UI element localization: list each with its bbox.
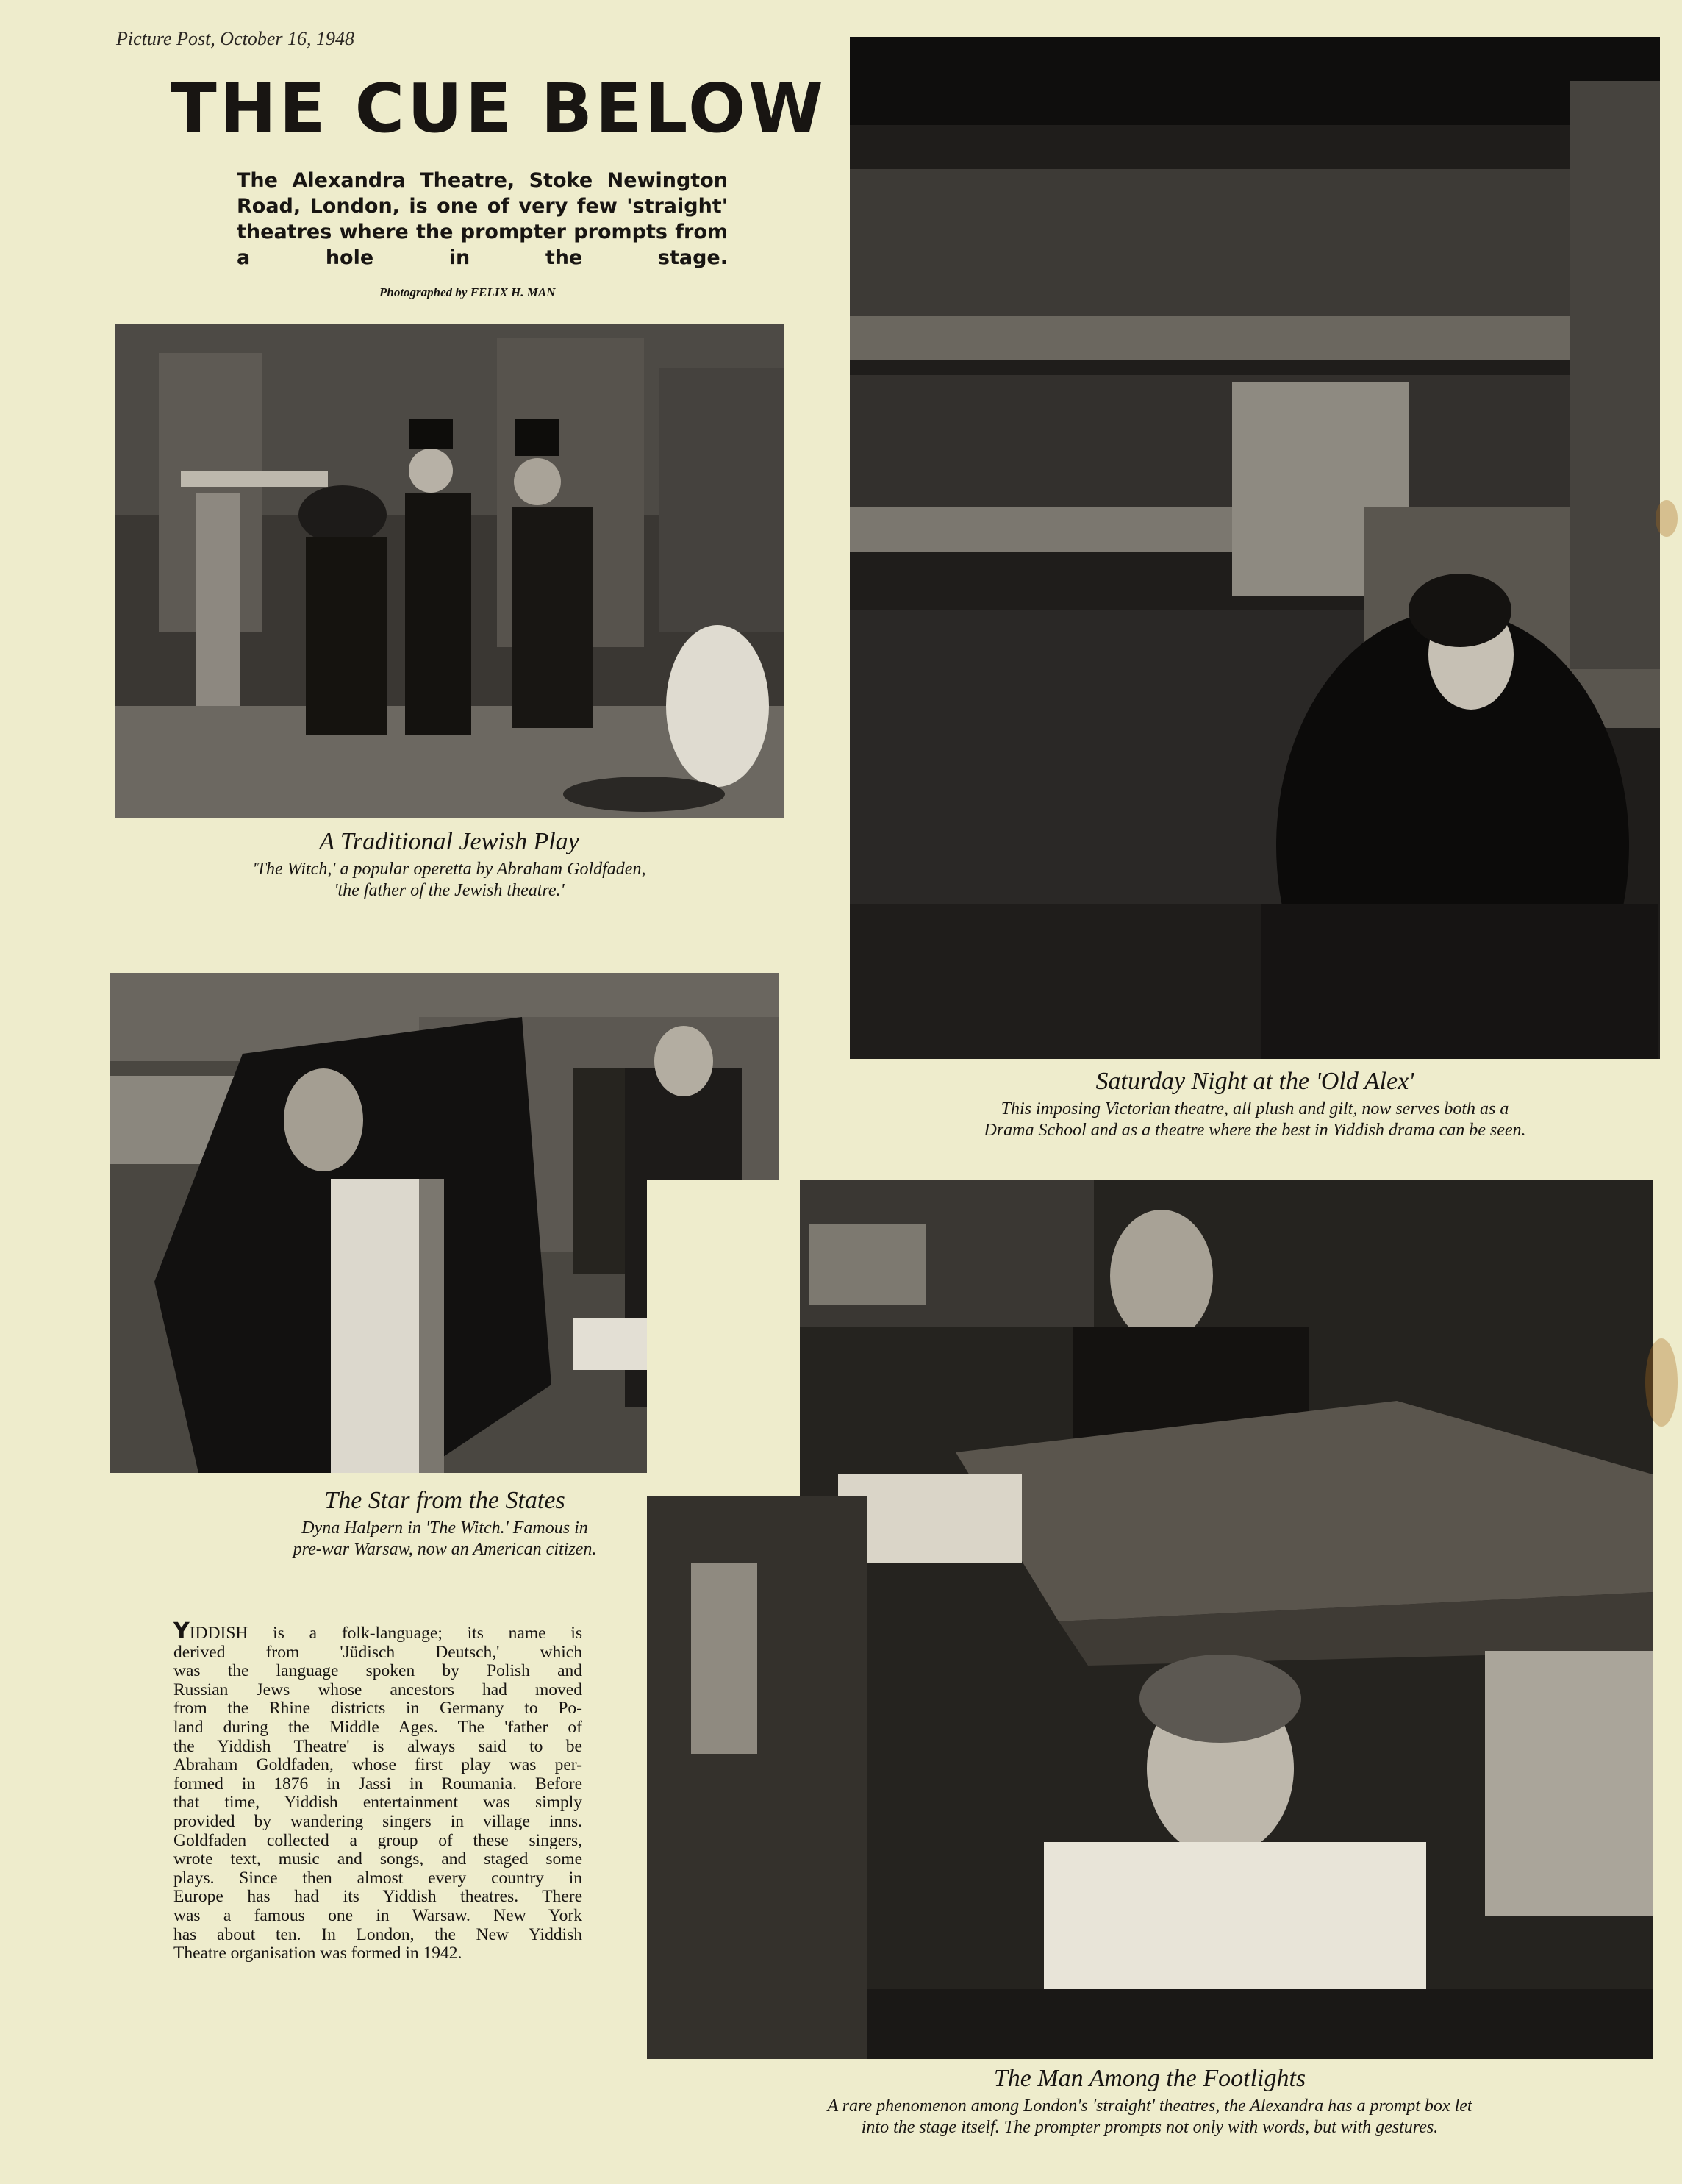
- photo-traditional-play: [115, 324, 784, 818]
- paper-stain: [1645, 1338, 1678, 1427]
- caption-line: Dyna Halpern in 'The Witch.' Famous in: [301, 1519, 588, 1538]
- article-line: derived from 'Jüdisch Deutsch,' which: [173, 1642, 582, 1662]
- caption-title-traditional-play: A Traditional Jewish Play: [319, 828, 579, 855]
- article-line: land during the Middle Ages. The 'father of: [173, 1717, 582, 1737]
- article-line: provided by wandering singers in village inns.: [173, 1811, 582, 1831]
- drop-cap: Y: [173, 1619, 190, 1644]
- caption-title-prompt-box: The Man Among the Footlights: [993, 2065, 1306, 2092]
- caption-line: Drama School and as a theatre where the best in Yiddish drama can be seen.: [984, 1121, 1526, 1140]
- caption-old-alex: [850, 1099, 1660, 1141]
- article-line: Abraham Goldfaden, whose first play was per-: [173, 1755, 582, 1775]
- article-line: has about ten. In London, the New Yiddish: [173, 1924, 582, 1944]
- headline: THE CUE BELOW: [171, 69, 826, 148]
- caption-traditional-play: [115, 859, 784, 902]
- article-line: formed in 1876 in Jassi in Roumania. Before: [173, 1774, 582, 1794]
- photo-prompt-box: [647, 1180, 1653, 2059]
- article-line: Russian Jews whose ancestors had moved: [173, 1680, 582, 1699]
- caption-line: 'the father of the Jewish theatre.': [334, 881, 565, 900]
- caption-title-star-from-states: The Star from the States: [324, 1487, 565, 1514]
- article-body: [173, 1619, 582, 1963]
- article-line: wrote text, music and songs, and staged some: [173, 1849, 582, 1869]
- article-line: the Yiddish Theatre' is always said to be: [173, 1736, 582, 1756]
- article-line: was a famous one in Warsaw. New York: [173, 1905, 582, 1925]
- article-line: that time, Yiddish entertainment was simply: [173, 1793, 582, 1813]
- caption-line: This imposing Victorian theatre, all plush and gilt, now serves both as a: [1001, 1099, 1509, 1118]
- caption-line: A rare phenomenon among London's 'straight' theatres, the Alexandra has a prompt box let: [827, 2096, 1472, 2116]
- photo-old-alex: [850, 37, 1660, 1059]
- paper-stain: [1656, 500, 1678, 537]
- article-line: from the Rhine districts in Germany to Po-: [173, 1699, 582, 1719]
- masthead: Picture Post, October 16, 1948: [116, 28, 354, 49]
- article-line: YIDDISH is a folk-language; its name is: [173, 1619, 582, 1644]
- caption-line: pre-war Warsaw, now an American citizen.: [293, 1540, 597, 1559]
- article-line: Europe has had its Yiddish theatres. There: [173, 1887, 582, 1907]
- caption-line: 'The Witch,' a popular operetta by Abraham Goldfaden,: [252, 860, 646, 879]
- article-line: was the language spoken by Polish and: [173, 1661, 582, 1681]
- caption-prompt-box: [647, 2096, 1653, 2138]
- deck: The Alexandra Theatre, Stoke Newington Road, London, is one of very few 'straight' theatres where the prompter prompts from a hole in the stage.: [237, 169, 728, 269]
- caption-title-old-alex: Saturday Night at the 'Old Alex': [1095, 1068, 1414, 1095]
- first-word: IDDISH: [189, 1624, 248, 1643]
- article-line: Theatre organisation was formed in 1942.: [173, 1944, 462, 1963]
- caption-line: into the stage itself. The prompter prompts not only with words, but with gestures.: [861, 2118, 1439, 2137]
- photo-credit: Photographed by FELIX H. MAN: [379, 285, 556, 299]
- article-line: Goldfaden collected a group of these singers,: [173, 1830, 582, 1850]
- article-line: plays. Since then almost every country in: [173, 1868, 582, 1888]
